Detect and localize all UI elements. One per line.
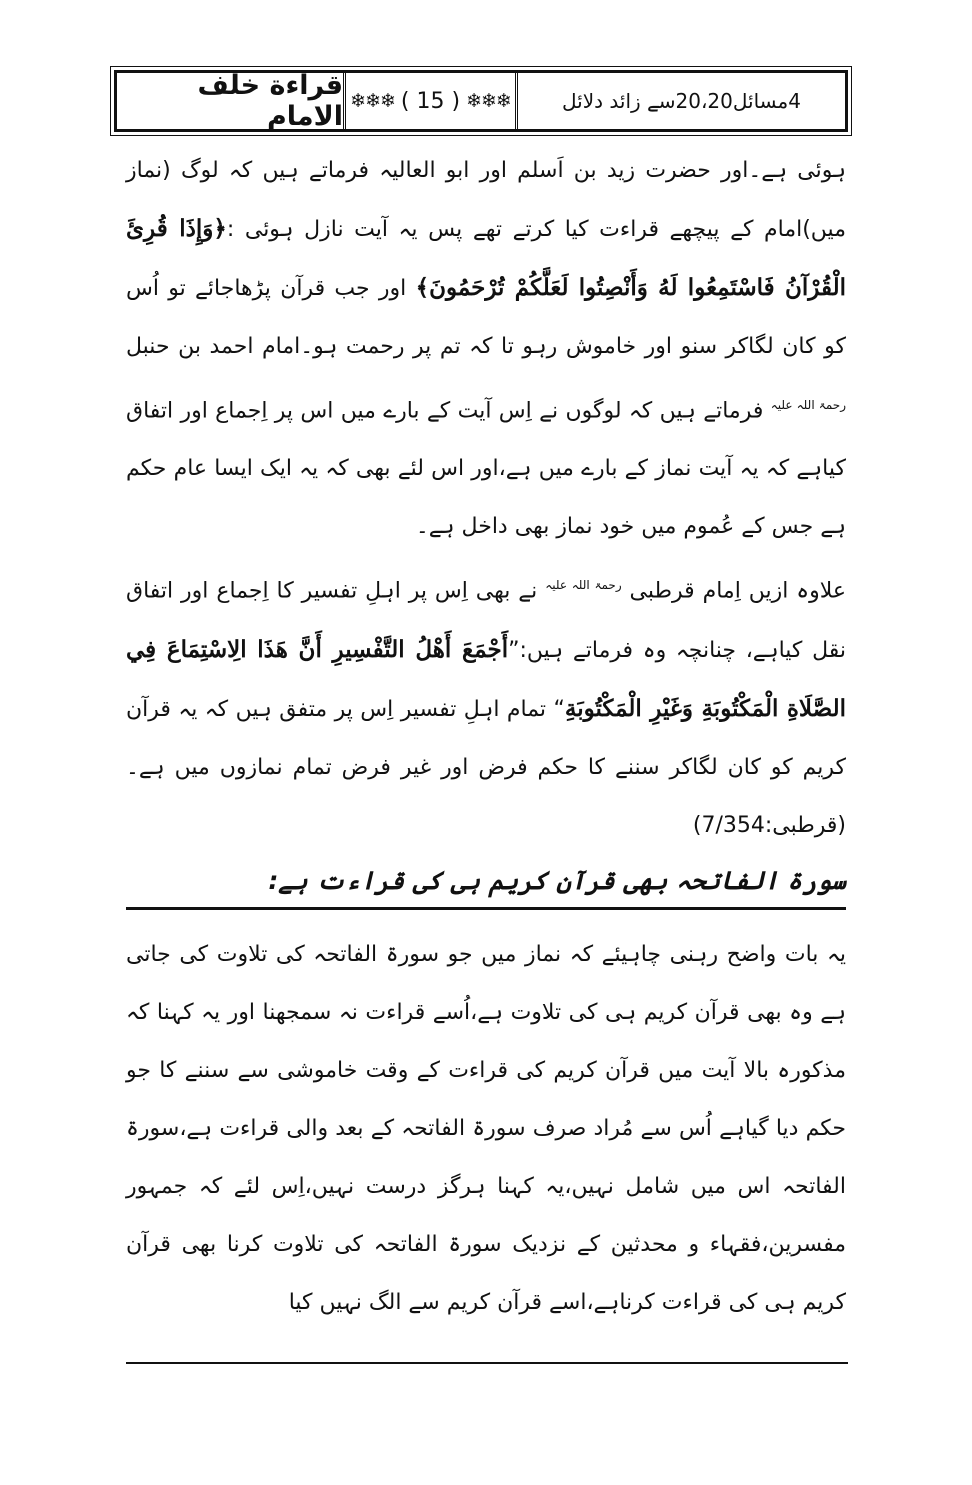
paragraph-3: یہ بات واضح رہنی چاہیئے کہ نماز میں جو سورۃ الفاتحہ کی تلاوت کی جاتی ہے وہ بھی قرآن کریم ہی کی تلاوت ہے،اُسے قراءت نہ سمجھنا اور یہ کہنا کہ مذکورہ بالا آیت میں قرآن کریم کی قراءت کے وقت خاموشی سے سننے کا جو حکم دیا گیاہے اُس سے مُراد صرف سورۃ الفاتحہ کے بعد والی قراءت ہے،سورۃ الفاتحہ اس میں شامل نہیں،یہ کہنا ہرگز درست نہیں،اِس لئے کہ جمہور مفسرین،فقہاء و محدثین کے نزدیک سورۃ الفاتحہ کی تلاوت کرنا بھی قرآن کریم ہی کی قراءت کرناہے،اسے قرآن کریم سے الگ نہیں کیا (126, 941, 846, 1315)
snowflake-icon: ❄❄❄ (350, 90, 395, 112)
snowflake-icon: ❄❄❄ (466, 90, 511, 112)
paragraph-text: اور جب قرآن پڑھاجائے تو اُس کو کان لگاکر سنو اور خاموش رہو تا کہ تم پر رحمت ہو۔امام احمد بن حنبل (126, 276, 846, 359)
paragraph-1 (126, 142, 846, 556)
paragraph-text: ہوئی ہے۔اور حضرت زید بن اَسلم اور ابو العالیہ فرماتے ہیں کہ لوگ (نماز میں)امام کے پیچھے قراءت کیا کرتے تھے پس یہ آیت نازل ہوئی : (126, 158, 846, 242)
paragraph-text: علاوہ ازیں اِمام قرطبی (621, 578, 846, 604)
page-number: ( 15 ) (400, 88, 461, 114)
paragraph-text: فرماتے ہیں کہ لوگوں نے اِس آیت کے بارے میں اس پر اِجماع اور اتفاق کیاہے کہ یہ آیت نماز کے بارے میں ہے،اور اس لئے بھی کہ یہ ایک ایسا عام حکم ہے جس کے عُموم میں خود نماز بھی داخل ہے۔ (126, 398, 846, 540)
book-title: قراءة خلف الامام (197, 70, 343, 132)
paragraph-2 (126, 556, 846, 854)
series-title: 4مسائل20،20سے زائد دلائل (515, 73, 845, 129)
honorific: رحمۃ اللہ علیہ (545, 578, 622, 593)
paragraph-text: نے بھی اِس پر اہلِ تفسیر کا اِجماع اور اتفاق نقل کیاہے، چنانچہ وہ فرماتے ہیں:” (126, 578, 846, 663)
paragraph-text: “ تمام اہلِ تفسیر اِس پر متفق ہیں کہ یہ قرآن کریم کو کان لگاکر سننے کا حکم فرض اور غیر فرض تمام نمازوں میں ہے۔(قرطبی:7/354) (126, 696, 846, 838)
honorific: رحمۃ اللہ علیہ (770, 398, 846, 412)
section-heading: سورۃ الفاتحہ بھی قرآن کریم ہی کی قراءت ہے: (126, 855, 846, 910)
quran-ayah: ﴿وَإِذَا قُرِئَ الْقُرْآنُ فَاسْتَمِعُوا لَهُ وَأَنْصِتُوا لَعَلَّكُمْ تُرْحَمُونَ﴾ (126, 215, 846, 301)
footer-divider (126, 1362, 848, 1364)
page-number-box (343, 73, 515, 129)
arabic-quote: أَجْمَعَ أَهْلُ التَّفْسِيرِ أَنَّ هَذَا الِاسْتِمَاعَ فِي الصَّلَاةِ الْمَكْتُوبَةِ وَغَيْرِ الْمَكْتُوبَةِ (126, 635, 846, 722)
running-header (114, 70, 848, 132)
page-body (126, 142, 846, 1332)
